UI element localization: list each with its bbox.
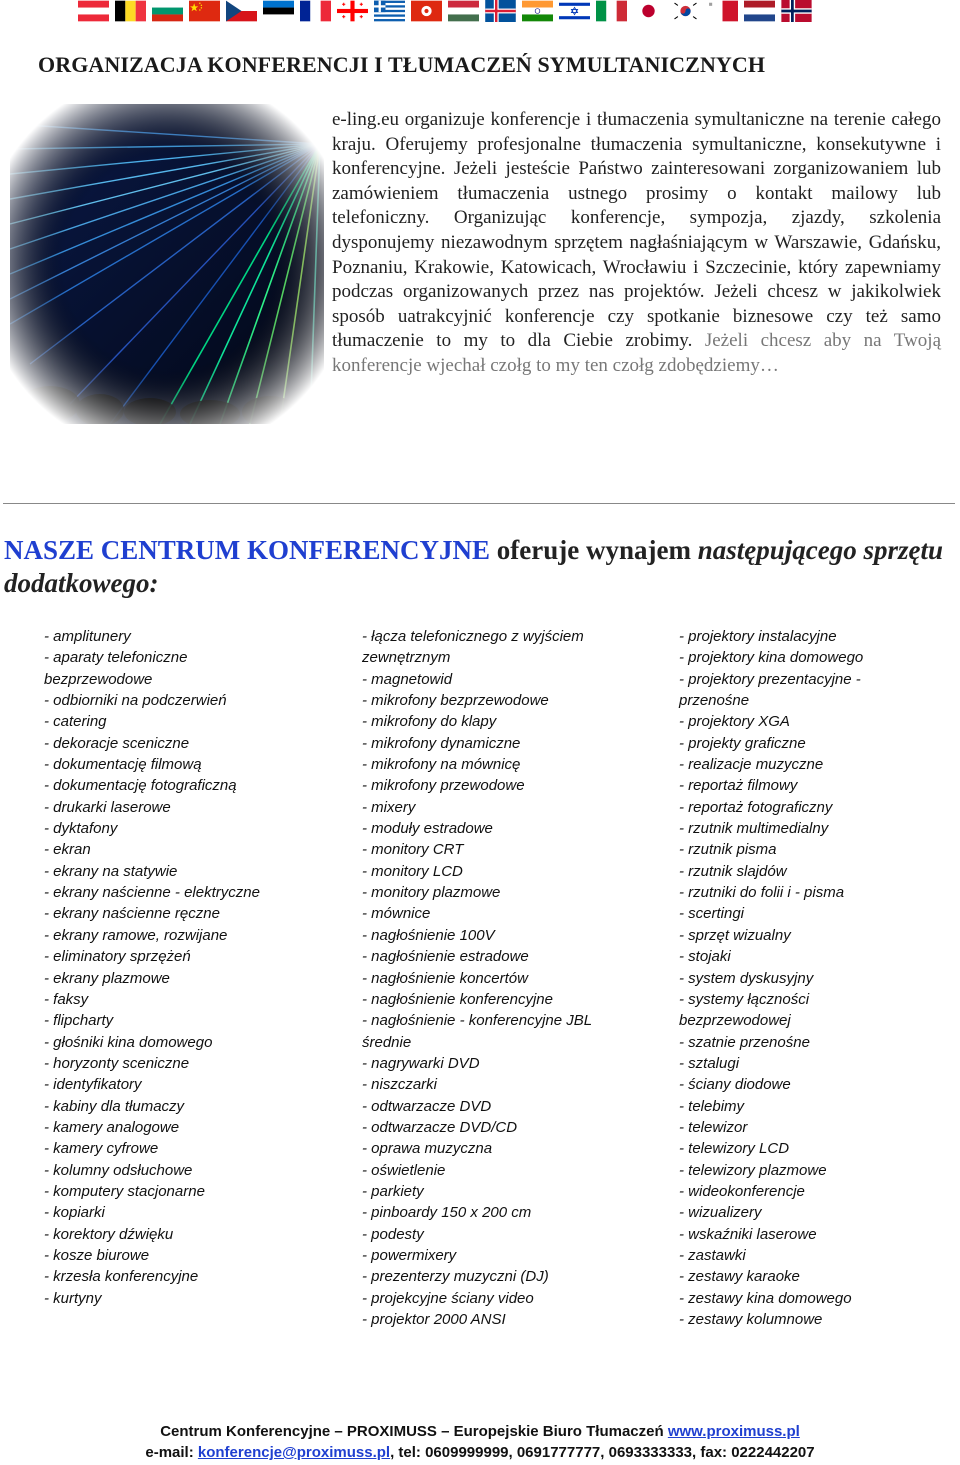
page-title: ORGANIZACJA KONFERENCJI I TŁUMACZEŃ SYMULTANICZNYCH: [38, 52, 766, 77]
equipment-item: - odtwarzacze DVD: [362, 1097, 492, 1115]
equipment-item: - eliminatory sprzężeń: [44, 948, 191, 966]
intro-part-1: e-ling.eu organizuje konferencje i tłumaczenia symultaniczne na terenie całego kraju. Oferujemy profesjonalne tłumaczenia symultaniczne, konsekutywne i konferencyjne. Jeżeli jesteście Państwo zainteresowani zorganizowaniem lub zamówieniem tłumaczenia ustnego prosimy o kontakt mailowy lub telefoniczny.: [332, 109, 941, 229]
india-flag[interactable]: [522, 0, 553, 22]
equipment-item: - nagłośnienie 100V: [362, 926, 495, 944]
equipment-item: - monitory CRT: [362, 841, 464, 859]
equipment-item: - projektory XGA: [679, 713, 790, 731]
equipment-item: - ekrany plazmowe: [44, 969, 170, 987]
equipment-item: - telewizor: [679, 1118, 748, 1136]
equipment-item: - prezenterzy muzyczni (DJ): [362, 1268, 549, 1286]
equipment-item: - zastawki: [679, 1246, 746, 1264]
czech-flag[interactable]: [226, 0, 257, 22]
section-heading-italic: następującego sprzętu dodatkowego:: [4, 535, 944, 598]
equipment-item: - projektory instalacyjne: [679, 628, 837, 645]
equipment-item: - telewizory LCD: [679, 1140, 790, 1158]
equipment-item: - rzutnik pisma: [679, 841, 777, 859]
equipment-item: przenośne: [679, 692, 750, 710]
section-divider: [3, 503, 955, 504]
flag-strip: [78, 0, 812, 22]
equipment-item: - kosze biurowe: [44, 1246, 150, 1264]
equipment-item: - dokumentację filmową: [44, 756, 202, 774]
equipment-item: - telewizory plazmowe: [679, 1161, 827, 1179]
equipment-item: - rzutnik multimedialny: [679, 820, 829, 838]
equipment-item: - monitory LCD: [362, 862, 463, 880]
intro-text: [332, 108, 941, 379]
iceland-flag[interactable]: [485, 0, 516, 22]
section-heading: [4, 534, 959, 600]
equipment-item: - projekcyjne ściany video: [362, 1289, 534, 1307]
equipment-item: - monitory plazmowe: [362, 884, 501, 902]
equipment-item: - dokumentację fotograficzną: [44, 777, 237, 795]
japan-flag[interactable]: [633, 0, 664, 22]
equipment-item: - ściany diodowe: [679, 1076, 791, 1094]
equipment-item: - telebimy: [679, 1097, 745, 1115]
equipment-item: - horyzonty sceniczne: [44, 1054, 190, 1072]
equipment-item: - ekrany naścienne - elektryczne: [44, 884, 260, 902]
equipment-item: - magnetowid: [362, 670, 453, 688]
footer-company: Centrum Konferencyjne – PROXIMUSS – Europejskie Biuro Tłumaczeń: [160, 1423, 668, 1440]
bulgaria-flag[interactable]: [152, 0, 183, 22]
equipment-item: - faksy: [44, 990, 89, 1008]
equipment-item: - kamery cyfrowe: [44, 1140, 159, 1158]
equipment-item: - powermixery: [362, 1246, 457, 1264]
equipment-item: - odtwarzacze DVD/CD: [362, 1118, 518, 1136]
equipment-item: - dekoracje sceniczne: [44, 734, 190, 752]
equipment-item: - wskaźniki laserowe: [679, 1225, 817, 1243]
belgium-flag[interactable]: [115, 0, 146, 22]
hongkong-flag[interactable]: [411, 0, 442, 22]
france-flag[interactable]: [300, 0, 331, 22]
equipment-item: - scertingi: [679, 905, 745, 923]
equipment-item: - reportaż fotograficzny: [679, 798, 833, 816]
equipment-item: - systemy łączności: [679, 990, 810, 1008]
section-heading-normal: oferuje wynajem: [490, 535, 698, 565]
laser-show-image: [10, 104, 324, 424]
greece-flag[interactable]: [374, 0, 405, 22]
equipment-item: - ekran: [44, 841, 91, 859]
equipment-list-col-3: [679, 626, 904, 1330]
equipment-item: - wizualizery: [679, 1204, 762, 1222]
equipment-item: - niszczarki: [362, 1076, 438, 1094]
equipment-item: - sztalugi: [679, 1054, 740, 1072]
footer-website-link[interactable]: www.proximuss.pl: [667, 1423, 800, 1440]
equipment-item: - drukarki laserowe: [44, 798, 171, 816]
equipment-item: - podesty: [362, 1225, 424, 1243]
equipment-item: - szatnie przenośne: [679, 1033, 810, 1051]
equipment-item: - korektory dźwięku: [44, 1225, 174, 1243]
equipment-item: - ekrany naścienne ręczne: [44, 905, 220, 923]
equipment-list-col-1: [44, 626, 324, 1309]
intro-part-2: Organizując konferencje, sympozja, zjazdy, szkolenia dysponujemy niezawodnym sprzętem nagłaśniającym w Warszawie, Gdańsku, Poznaniu, Krakowie, Katowicach, Wrocławiu i Szczecinie, który zapewniamy podczas organizowanych przez nas projektów. Jeżeli chcesz w jakikolwiek sposób uatrakcyjnić konferencje czy spotkanie biznesowe czy też samo tłumaczenie to my to dla Ciebie zrobimy.: [332, 207, 941, 352]
china-flag[interactable]: [189, 0, 220, 22]
footer-phones: , tel: 0609999999, 0691777777, 0693333333, fax: 0222442207: [390, 1444, 815, 1461]
equipment-item: - kurtyny: [44, 1289, 102, 1307]
footer-line-1: [0, 1423, 960, 1440]
equipment-item: - krzesła konferencyjne: [44, 1268, 199, 1286]
footer-line-2: [0, 1444, 960, 1461]
equipment-item: - catering: [44, 713, 107, 731]
equipment-item: bezprzewodowe: [44, 670, 153, 688]
equipment-item: - mównice: [362, 905, 431, 923]
equipment-item: - ekrany na statywie: [44, 862, 178, 880]
equipment-item: - flipcharty: [44, 1012, 114, 1030]
equipment-item: - nagłośnienie koncertów: [362, 969, 528, 987]
equipment-item: - głośniki kina domowego: [44, 1033, 213, 1051]
estonia-flag[interactable]: [263, 0, 294, 22]
georgia-flag[interactable]: [337, 0, 368, 22]
equipment-item: - oprawa muzyczna: [362, 1140, 493, 1158]
equipment-item: - amplitunery: [44, 628, 131, 645]
equipment-item: - zestawy kolumnowe: [679, 1311, 823, 1328]
malta-flag[interactable]: [707, 0, 738, 22]
equipment-item: - łącza telefonicznego z wyjściem: [362, 628, 584, 645]
equipment-item: - mikrofony na mównicę: [362, 756, 521, 774]
equipment-item: - stojaki: [679, 948, 731, 966]
equipment-item: - kamery analogowe: [44, 1118, 180, 1136]
equipment-item: bezprzewodowej: [679, 1012, 791, 1030]
section-heading-caps: NASZE CENTRUM KONFERENCYJNE: [4, 535, 491, 565]
netherlands-flag[interactable]: [744, 0, 775, 22]
equipment-item: - nagłośnienie konferencyjne: [362, 990, 553, 1008]
equipment-item: - rzutnik slajdów: [679, 862, 787, 880]
equipment-item: - projektor 2000 ANSI: [362, 1311, 506, 1328]
equipment-item: - komputery stacjonarne: [44, 1182, 205, 1200]
footer-email-label: e-mail:: [145, 1444, 198, 1461]
equipment-item: - system dyskusyjny: [679, 969, 814, 987]
equipment-item: - nagłośnienie estradowe: [362, 948, 529, 966]
equipment-list-col-2: [362, 626, 622, 1330]
equipment-item: - odbiorniki na podczerwień: [44, 692, 227, 710]
hungary-flag[interactable]: [448, 0, 479, 22]
equipment-item: - projekty graficzne: [679, 734, 806, 752]
equipment-item: - aparaty telefoniczne: [44, 649, 188, 667]
austria-flag[interactable]: [78, 0, 109, 22]
equipment-item: - projektory kina domowego: [679, 649, 864, 667]
equipment-item: - wideokonferencje: [679, 1182, 805, 1200]
equipment-item: - mikrofony bezprzewodowe: [362, 692, 549, 710]
equipment-item: - nagrywarki DVD: [362, 1054, 480, 1072]
equipment-item: - zestawy karaoke: [679, 1268, 800, 1286]
equipment-item: - mikrofony przewodowe: [362, 777, 525, 795]
equipment-item: - rzutniki do folii i - pisma: [679, 884, 845, 902]
equipment-item: - projektory prezentacyjne -: [679, 670, 861, 688]
equipment-item: - sprzęt wizualny: [679, 926, 791, 944]
equipment-item: zewnętrznym: [362, 649, 451, 667]
equipment-item: - zestawy kina domowego: [679, 1289, 852, 1307]
israel-flag[interactable]: [559, 0, 590, 22]
equipment-item: - reportaż filmowy: [679, 777, 798, 795]
equipment-item: - ekrany ramowe, rozwijane: [44, 926, 228, 944]
equipment-item: - kopiarki: [44, 1204, 105, 1222]
footer-email-link[interactable]: konferencje@proximuss.pl: [197, 1444, 391, 1461]
equipment-item: - identyfikatory: [44, 1076, 142, 1094]
equipment-item: - realizacje muzyczne: [679, 756, 824, 774]
intro-part-3: Jeżeli chcesz aby na Twoją konferencje wjechał czołg to my ten czołg zdobędziemy…: [332, 330, 941, 376]
equipment-item: - kolumny odsłuchowe: [44, 1161, 193, 1179]
equipment-item: - dyktafony: [44, 820, 118, 838]
equipment-item: średnie: [362, 1033, 412, 1051]
equipment-item: - mikrofony do klapy: [362, 713, 497, 731]
italy-flag[interactable]: [596, 0, 627, 22]
equipment-item: - mixery: [362, 798, 416, 816]
equipment-item: - moduły estradowe: [362, 820, 493, 838]
equipment-item: - pinboardy 150 x 200 cm: [362, 1204, 532, 1222]
equipment-item: - parkiety: [362, 1182, 424, 1200]
equipment-item: - mikrofony dynamiczne: [362, 734, 521, 752]
equipment-item: - nagłośnienie - konferencyjne JBL: [362, 1012, 593, 1030]
norway-flag[interactable]: [781, 0, 812, 22]
equipment-item: - kabiny dla tłumaczy: [44, 1097, 185, 1115]
equipment-item: - oświetlenie: [362, 1161, 446, 1179]
korea-flag[interactable]: [670, 0, 701, 22]
